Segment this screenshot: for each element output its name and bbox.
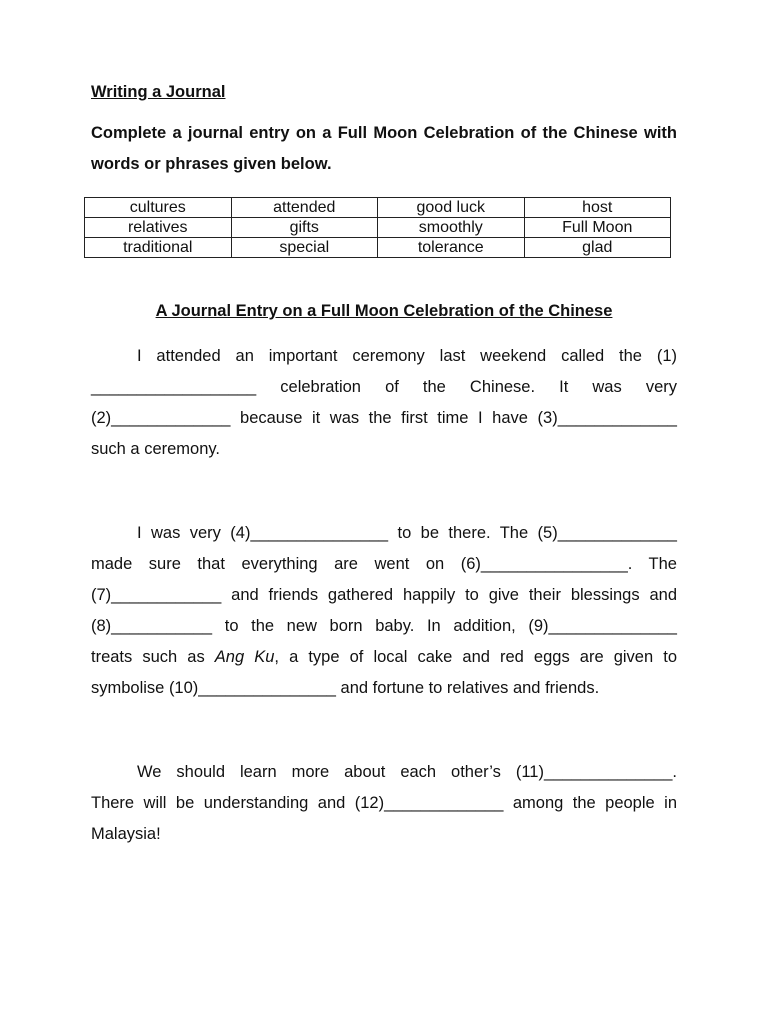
word-bank-cell: tolerance [378,238,525,258]
ang-ku-term: Ang Ku [214,648,275,666]
word-bank-cell: special [231,238,378,258]
paragraph-line: I attended an important ceremony last weekend called the (1) [137,347,677,365]
paragraph-line: __________________ celebration of the Chinese. It was very [91,378,677,396]
paragraph-line [91,642,677,673]
word-bank-cell: relatives [85,218,232,238]
paragraph-text: , a type of local cake and red eggs are given to [274,648,677,666]
paragraph-line: (8)___________ to the new born baby. In addition, (9)______________ [91,617,677,635]
paragraph-line: Malaysia! [91,825,161,843]
word-bank-cell: traditional [85,238,232,258]
paragraph-line: We should learn more about each other’s (11)______________. [137,763,677,781]
word-bank-cell: host [524,198,671,218]
journal-paragraph-1 [91,341,677,465]
word-bank-cell: good luck [378,198,525,218]
paragraph-line: There will be understanding and (12)_____________ among the people in [91,794,677,812]
paragraph-text: treats such as [91,648,215,666]
paragraph-line: made sure that everything are went on (6)________________. The [91,555,677,573]
paragraph-line: (7)____________ and friends gathered happily to give their blessings and [91,586,677,604]
word-bank-cell: attended [231,198,378,218]
word-bank-row [85,238,671,258]
word-bank-row [85,218,671,238]
journal-paragraph-2 [91,518,677,704]
word-bank-cell: glad [524,238,671,258]
journal-entry-title: A Journal Entry on a Full Moon Celebration of the Chinese [155,302,613,320]
worksheet-heading: Writing a Journal [91,83,226,101]
paragraph-line: I was very (4)_______________ to be there. The (5)_____________ [137,524,677,542]
word-bank-cell: gifts [231,218,378,238]
word-bank-cell: Full Moon [524,218,671,238]
word-bank-cell: cultures [85,198,232,218]
paragraph-line: (2)_____________ because it was the first time I have (3)_____________ [91,409,677,427]
paragraph-line: symbolise (10)_______________ and fortune to relatives and friends. [91,679,600,697]
word-bank-row [85,198,671,218]
paragraph-line: such a ceremony. [91,440,221,458]
journal-paragraph-3 [91,757,677,850]
word-bank-cell: smoothly [378,218,525,238]
instructions: Complete a journal entry on a Full Moon Celebration of the Chinese with words or phrases given below. [91,124,677,173]
word-bank-table [84,197,671,258]
